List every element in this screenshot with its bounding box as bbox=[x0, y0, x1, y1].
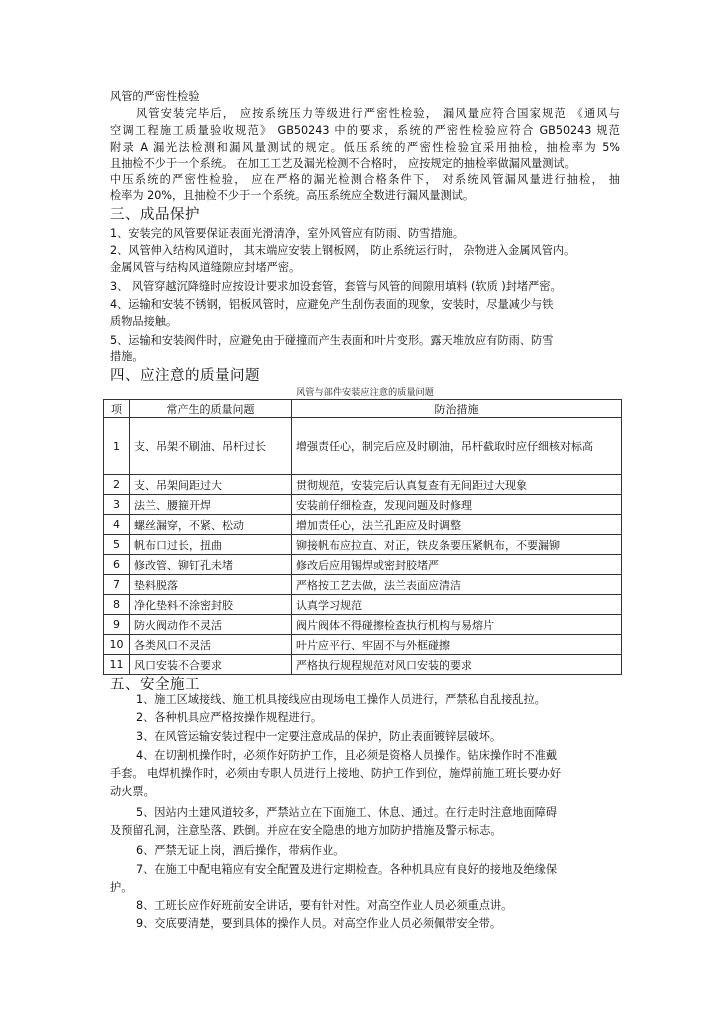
leak-test-line: 空调工程施工质量验收规范》 GB50243 中的要求，系统的严密性检验应符合 GB50243 规范 bbox=[110, 124, 620, 137]
row-number: 6 bbox=[104, 555, 130, 575]
row-number: 3 bbox=[104, 495, 130, 515]
table-row bbox=[104, 535, 622, 555]
section3-heading: 三、成品保护 bbox=[110, 207, 200, 223]
row-measure: 阀片阀体不得碰擦检查执行机构与易熔片 bbox=[292, 615, 622, 635]
table-row bbox=[104, 615, 622, 635]
row-number: 5 bbox=[104, 535, 130, 555]
section5-line: 护。 bbox=[110, 881, 133, 894]
row-number: 10 bbox=[104, 635, 130, 655]
section5-heading: 五、安全施工 bbox=[110, 677, 200, 693]
table-header-problem: 常产生的质量问题 bbox=[130, 400, 292, 418]
row-problem: 风口安装不合要求 bbox=[130, 655, 292, 675]
row-number: 11 bbox=[104, 655, 130, 675]
row-number: 4 bbox=[104, 515, 130, 535]
table-row bbox=[104, 555, 622, 575]
row-measure: 贯彻规范，安装完后认真复查有无间距过大现象 bbox=[292, 475, 622, 495]
row-problem: 垫料脱落 bbox=[130, 575, 292, 595]
section3-line: 2、风管伸入结构风道时， 其末端应安装上钢板网， 防止系统运行时， 杂物进入金属风管内。 bbox=[110, 244, 576, 257]
row-measure: 修改后应用锡焊或密封胶堵严 bbox=[292, 555, 622, 575]
quality-issues-table bbox=[103, 399, 622, 675]
table-row bbox=[104, 595, 622, 615]
row-measure: 铆接帆布应拉直、对正，铁皮条要压紧帆布，不要漏铆 bbox=[292, 535, 622, 555]
section5-line: 5、因站内土建风道较多，严禁站立在下面施工、休息、通过。在行走时注意地面障碍 bbox=[136, 806, 558, 819]
row-measure: 叶片应平行、牢固不与外框碰擦 bbox=[292, 635, 622, 655]
table-row bbox=[104, 475, 622, 495]
section3-line: 金属风管与结构风道缝隙应封堵严密。 bbox=[110, 261, 301, 274]
row-number: 7 bbox=[104, 575, 130, 595]
section5-line: 7、在施工中配电箱应有安全配置及进行定期检查。各种机具应有良好的接地及绝缘保 bbox=[136, 863, 558, 876]
row-problem: 各类风口不灵活 bbox=[130, 635, 292, 655]
row-problem: 净化垫料不涂密封胶 bbox=[130, 595, 292, 615]
section5-line: 1、施工区域接线、施工机具接线应由现场电工操作人员进行，严禁私自乱接乱拉。 bbox=[136, 693, 546, 706]
row-problem: 帆布口过长，扭曲 bbox=[130, 535, 292, 555]
leak-test-title: 风管的严密性检验 bbox=[110, 90, 200, 103]
leak-test-line: 且抽检不少于一个系统。 在加工工艺及漏光检测不合格时， 应按规定的抽检率做漏风量测试。 bbox=[110, 157, 576, 170]
row-measure: 认真学习规范 bbox=[292, 595, 622, 615]
row-number: 2 bbox=[104, 475, 130, 495]
row-measure: 严格按工艺去做，法兰表面应清洁 bbox=[292, 575, 622, 595]
row-problem: 支、吊架不刷油、吊杆过长 bbox=[130, 418, 292, 475]
row-problem: 修改管、铆钉孔未堵 bbox=[130, 555, 292, 575]
row-problem: 法兰、腰箍开焊 bbox=[130, 495, 292, 515]
table-row bbox=[104, 418, 622, 475]
row-number: 1 bbox=[104, 418, 130, 475]
row-measure: 安装前仔细检查，发现问题及时修理 bbox=[292, 495, 622, 515]
row-number: 9 bbox=[104, 615, 130, 635]
leak-test-line: 附录 A 漏光法检测和漏风量测试的规定。低压系统的严密性检验宜采用抽检，抽检率为 5% bbox=[110, 141, 620, 154]
table-row bbox=[104, 515, 622, 535]
row-measure: 增强责任心，制完后应及时刷油，吊杆截取时应仔细核对标高 bbox=[292, 418, 622, 475]
table-row bbox=[104, 495, 622, 515]
leak-test-line: 风管安装完毕后， 应按系统压力等级进行严密性检验， 漏风量应符合国家规范 《通风与 bbox=[136, 107, 620, 120]
row-measure: 增加责任心，法兰孔距应及时调整 bbox=[292, 515, 622, 535]
leak-test-line: 检率为 20%，且抽检不少于一个系统。高压系统应全数进行漏风量测试。 bbox=[110, 189, 475, 202]
row-problem: 防火阀动作不灵活 bbox=[130, 615, 292, 635]
section5-line: 动火票。 bbox=[110, 785, 155, 798]
section5-line: 4、在切割机操作时，必须作好防护工作，且必须是资格人员操作。钻床操作时不准戴 bbox=[136, 749, 558, 762]
table-row bbox=[104, 575, 622, 595]
section3-line: 5、运输和安装阀件时，应避免由于碰撞而产生表面和叶片变形。露天堆放应有防雨、防雪 bbox=[110, 334, 554, 347]
section3-line: 措施。 bbox=[110, 350, 144, 363]
section3-line: 3、 风管穿越沉降缝时应按设计要求加设套管，套管与风管的间隙用填料 (软质 )封堵严密。 bbox=[110, 280, 562, 293]
section5-line: 手套。 电焊机操作时，必须由专职人员进行上接地、防护工作到位，施焊前施工班长要办好 bbox=[110, 767, 562, 780]
section5-line: 9、交底要清楚，要到具体的操作人员。对高空作业人员必须佩带安全带。 bbox=[136, 917, 502, 930]
table-header-measure: 防治措施 bbox=[292, 400, 622, 418]
section3-line: 1、安装完的风管要保证表面光滑清净，室外风管应有防雨、防雪措施。 bbox=[110, 227, 464, 240]
table-caption: 风管与部件安装应注意的质量问题 bbox=[296, 387, 434, 398]
section5-line: 8、工班长应作好班前安全讲话，要有针对性。对高空作业人员必须重点讲。 bbox=[136, 899, 513, 912]
section5-line: 3、在风管运输安装过程中一定要注意成品的保护，防止表面镀锌层破坏。 bbox=[136, 730, 502, 743]
row-measure: 严格执行规程规范对风口安装的要求 bbox=[292, 655, 622, 675]
row-problem: 螺丝漏穿，不紧、松动 bbox=[130, 515, 292, 535]
table-row bbox=[104, 655, 622, 675]
section5-line: 及预留孔洞，注意坠落、跌倒。并应在安全隐患的地方加防护措施及警示标志。 bbox=[110, 824, 502, 837]
row-problem: 支、吊架间距过大 bbox=[130, 475, 292, 495]
table-header-no: 项 bbox=[104, 400, 130, 418]
section5-line: 2、各种机具应严格按操作规程进行。 bbox=[136, 711, 323, 724]
section3-line: 4、运输和安装不锈钢，铝板风管时，应避免产生刮伤表面的现象，安装时，尽量减少与铁 bbox=[110, 298, 554, 311]
leak-test-line: 中压系统的严密性检验， 应在严格的漏光检测合格条件下， 对系统风管漏风量进行抽检， 抽 bbox=[110, 173, 620, 186]
table-row bbox=[104, 635, 622, 655]
section4-heading: 四、应注意的质量问题 bbox=[110, 368, 260, 384]
section3-line: 质物品接触。 bbox=[110, 315, 178, 328]
row-number: 8 bbox=[104, 595, 130, 615]
section5-line: 6、严禁无证上岗，酒后操作，带病作业。 bbox=[136, 844, 345, 857]
